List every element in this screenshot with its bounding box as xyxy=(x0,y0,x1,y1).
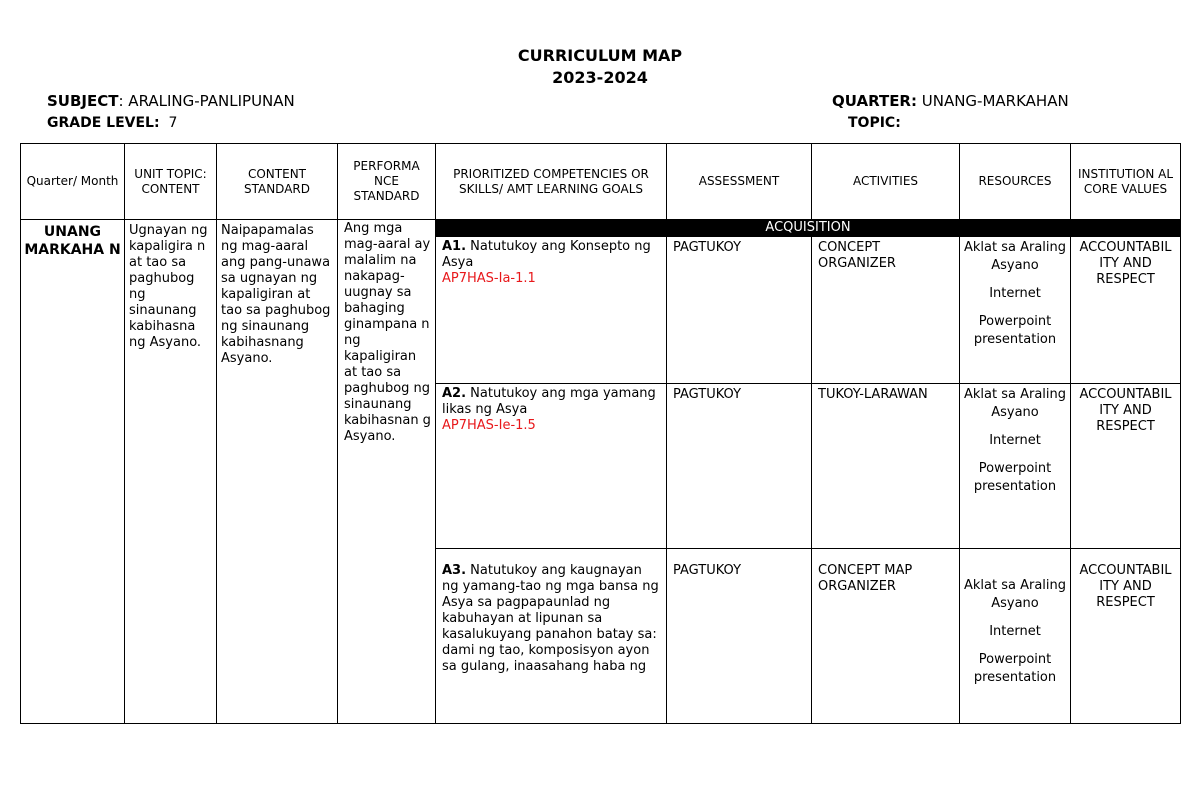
competency-cell xyxy=(436,549,667,724)
resource-item: Aklat sa Araling Asyano xyxy=(963,240,1067,273)
topic-label: TOPIC: xyxy=(848,115,901,131)
unit-topic-cell: Ugnayan ng kapaligira n at tao sa paghubog ng sinaunang kabihasna ng Asyano. xyxy=(125,220,217,724)
core-values-cell: ACCOUNTABIL ITY AND RESPECT xyxy=(1071,384,1181,549)
competency-cell xyxy=(436,384,667,549)
document-title-block xyxy=(0,45,1200,89)
subject-line xyxy=(47,92,295,110)
header-activities: ACTIVITIES xyxy=(812,144,960,220)
competency-lead: A1. xyxy=(442,239,467,254)
header-resources: RESOURCES xyxy=(960,144,1071,220)
resource-item: Powerpoint presentation xyxy=(973,652,1057,685)
activity-cell: CONCEPT ORGANIZER xyxy=(812,237,960,384)
header-quarter: Quarter/ Month xyxy=(21,144,125,220)
competency-code: AP7HAS-Ia-1.1 xyxy=(442,271,536,286)
resources-cell xyxy=(960,237,1071,384)
header-core-values: INSTITUTION AL CORE VALUES xyxy=(1071,144,1181,220)
competency-text: Natutukoy ang mga yamang likas ng Asya xyxy=(442,386,656,417)
quarter-line xyxy=(832,92,1069,110)
core-values-cell: ACCOUNTABIL ITY AND RESPECT xyxy=(1071,237,1181,384)
resource-item: Asyano xyxy=(991,596,1039,611)
competency-lead: A3. xyxy=(442,563,467,578)
resource-item: Aklat sa Araling Asyano xyxy=(963,387,1067,420)
resource-item: Internet xyxy=(989,433,1041,448)
competency-lead: A2. xyxy=(442,386,467,401)
competency-cell xyxy=(436,237,667,384)
assessment-cell: PAGTUKOY xyxy=(667,237,812,384)
competency-text: Natutukoy ang Konsepto ng Asya xyxy=(442,239,651,270)
school-year: 2023-2024 xyxy=(552,68,648,87)
grade-level-line xyxy=(47,115,177,131)
competency-text: Natutukoy ang kaugnayan ng yamang-tao ng mga bansa ng Asya sa pagpapaunlad ng kabuhayan at lipunan sa kasalukuyang panahon batay sa: dami ng tao, komposisyon ayon sa gulang, inaasahang haba ng xyxy=(442,563,659,674)
resources-cell xyxy=(960,549,1071,724)
content-standard-cell: Naipapamalas ng mag-aaral ang pang-unawa sa ugnayan ng kapaligiran at tao sa paghubog ng sinaunang kabihasnang Asyano. xyxy=(217,220,338,724)
quarter-label: QUARTER: xyxy=(832,92,917,110)
resource-item: Powerpoint presentation xyxy=(973,314,1057,347)
core-values-cell: ACCOUNTABIL ITY AND RESPECT xyxy=(1071,549,1181,724)
header-assessment: ASSESSMENT xyxy=(667,144,812,220)
header-content-standard: CONTENT STANDARD xyxy=(217,144,338,220)
header-unit-topic: UNIT TOPIC: CONTENT xyxy=(125,144,217,220)
assessment-cell: PAGTUKOY xyxy=(667,384,812,549)
header-performance-standard: PERFORMA NCE STANDARD xyxy=(338,144,436,220)
activity-cell: CONCEPT MAP ORGANIZER xyxy=(812,549,960,724)
activity-cell: TUKOY-LARAWAN xyxy=(812,384,960,549)
curriculum-map-table xyxy=(20,143,1181,724)
competency-code: AP7HAS-Ie-1.5 xyxy=(442,418,536,433)
resource-item: Internet xyxy=(989,286,1041,301)
subject-label: SUBJECT xyxy=(47,92,119,110)
performance-standard-cell: Ang mga mag-aaral ay malalim na nakapag-uugnay sa bahaging ginampana n ng kapaligiran at tao sa paghubog ng sinaunang kabihasnan g Asyano. xyxy=(338,220,436,724)
topic-line xyxy=(848,115,901,131)
quarter-cell: UNANG MARKAHA N xyxy=(21,220,125,724)
grade-level-value: 7 xyxy=(168,115,178,131)
resource-item: Internet xyxy=(989,624,1041,639)
acquisition-bar: ACQUISITION xyxy=(436,220,1181,237)
resources-cell xyxy=(960,384,1071,549)
document-title: CURRICULUM MAP xyxy=(517,46,683,65)
acquisition-row xyxy=(21,220,1181,237)
resource-item: Aklat sa Araling xyxy=(963,578,1067,593)
header-competencies: PRIORITIZED COMPETENCIES OR SKILLS/ AMT LEARNING GOALS xyxy=(436,144,667,220)
grade-level-label: GRADE LEVEL: xyxy=(47,115,160,131)
resource-item: Powerpoint presentation xyxy=(973,461,1057,494)
subject-value: : ARALING-PANLIPUNAN xyxy=(118,92,295,110)
header-row xyxy=(21,144,1181,220)
quarter-value: UNANG-MARKAHAN xyxy=(916,92,1069,110)
assessment-cell: PAGTUKOY xyxy=(667,549,812,724)
